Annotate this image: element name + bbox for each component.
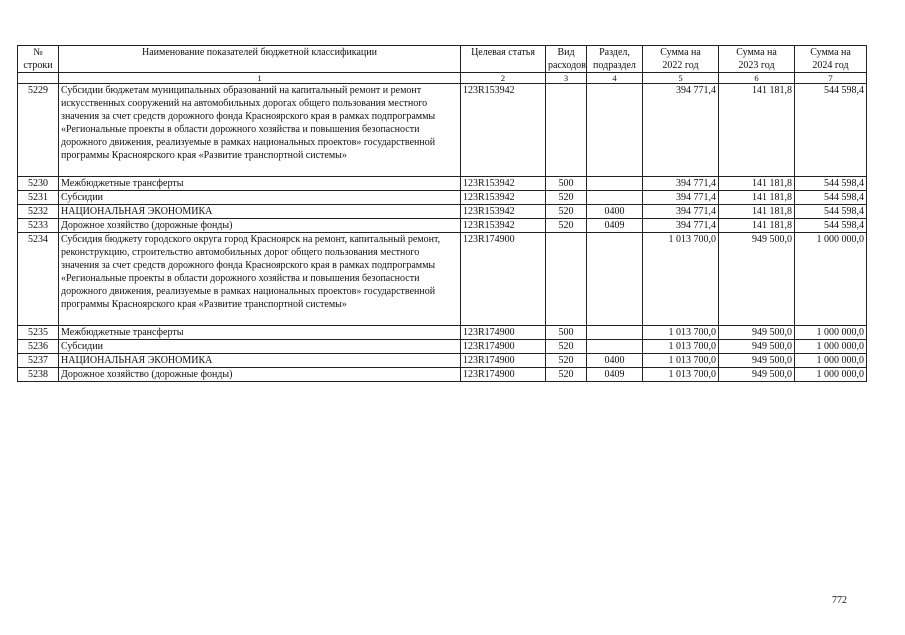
row-target-article: 123R174900 bbox=[461, 233, 546, 326]
table-row bbox=[18, 191, 867, 205]
row-name: НАЦИОНАЛЬНАЯ ЭКОНОМИКА bbox=[59, 354, 461, 368]
row-target-article: 123R174900 bbox=[461, 368, 546, 382]
row-sum-2023: 949 500,0 bbox=[719, 340, 795, 354]
row-sum-2024: 544 598,4 bbox=[795, 84, 867, 177]
row-sum-2024: 544 598,4 bbox=[795, 191, 867, 205]
column-number: 3 bbox=[546, 73, 587, 84]
row-sum-2022: 394 771,4 bbox=[643, 205, 719, 219]
column-number: 2 bbox=[461, 73, 546, 84]
row-sum-2023: 949 500,0 bbox=[719, 354, 795, 368]
row-target-article: 123R153942 bbox=[461, 219, 546, 233]
row-sum-2022: 1 013 700,0 bbox=[643, 233, 719, 326]
row-target-article: 123R153942 bbox=[461, 84, 546, 177]
row-sum-2023: 141 181,8 bbox=[719, 191, 795, 205]
row-expense-type: 520 bbox=[546, 205, 587, 219]
row-expense-type: 500 bbox=[546, 177, 587, 191]
row-sum-2022: 394 771,4 bbox=[643, 84, 719, 177]
row-sum-2024: 544 598,4 bbox=[795, 205, 867, 219]
row-sum-2024: 1 000 000,0 bbox=[795, 368, 867, 382]
row-expense-type bbox=[546, 233, 587, 326]
row-number: 5231 bbox=[18, 191, 59, 205]
row-number: 5229 bbox=[18, 84, 59, 177]
row-sum-2024: 1 000 000,0 bbox=[795, 340, 867, 354]
row-target-article: 123R174900 bbox=[461, 340, 546, 354]
row-target-article: 123R174900 bbox=[461, 354, 546, 368]
row-name: Субсидии bbox=[59, 191, 461, 205]
row-sum-2022: 1 013 700,0 bbox=[643, 340, 719, 354]
row-sum-2023: 949 500,0 bbox=[719, 233, 795, 326]
row-target-article: 123R153942 bbox=[461, 177, 546, 191]
row-sum-2022: 1 013 700,0 bbox=[643, 326, 719, 340]
row-name: Субсидии бюджетам муниципальных образований на капитальный ремонт и ремонт искусственных сооружений на автомобильных дорогах общего пользования местного значения за счет средств дорожного фонда Красноярского края в рамках подпрограммы «Региональные проекты в области дорожного хозяйства и повышения безопасности дорожного движения, реализуемые в рамках национальных проектов» государственной программы Красноярского края «Развитие транспортной системы» bbox=[59, 84, 461, 177]
row-expense-type bbox=[546, 84, 587, 177]
table-row bbox=[18, 326, 867, 340]
row-sum-2022: 394 771,4 bbox=[643, 219, 719, 233]
header-target-article: Целевая статья bbox=[461, 46, 546, 73]
budget-table bbox=[17, 45, 867, 382]
row-sum-2023: 141 181,8 bbox=[719, 219, 795, 233]
row-sum-2023: 141 181,8 bbox=[719, 177, 795, 191]
row-name: Субсидии bbox=[59, 340, 461, 354]
row-name: Дорожное хозяйство (дорожные фонды) bbox=[59, 368, 461, 382]
row-section bbox=[587, 340, 643, 354]
row-section: 0409 bbox=[587, 219, 643, 233]
row-expense-type: 520 bbox=[546, 191, 587, 205]
row-name: НАЦИОНАЛЬНАЯ ЭКОНОМИКА bbox=[59, 205, 461, 219]
row-sum-2023: 141 181,8 bbox=[719, 84, 795, 177]
row-section bbox=[587, 326, 643, 340]
row-number: 5233 bbox=[18, 219, 59, 233]
row-section bbox=[587, 84, 643, 177]
row-target-article: 123R174900 bbox=[461, 326, 546, 340]
row-sum-2024: 544 598,4 bbox=[795, 177, 867, 191]
row-sum-2022: 1 013 700,0 bbox=[643, 354, 719, 368]
row-sum-2024: 544 598,4 bbox=[795, 219, 867, 233]
row-sum-2023: 949 500,0 bbox=[719, 368, 795, 382]
column-number: 6 bbox=[719, 73, 795, 84]
row-number: 5236 bbox=[18, 340, 59, 354]
table-row bbox=[18, 354, 867, 368]
row-section: 0400 bbox=[587, 205, 643, 219]
row-sum-2023: 141 181,8 bbox=[719, 205, 795, 219]
row-section: 0409 bbox=[587, 368, 643, 382]
column-number: 1 bbox=[59, 73, 461, 84]
table-row bbox=[18, 219, 867, 233]
row-number: 5232 bbox=[18, 205, 59, 219]
header-row bbox=[18, 46, 867, 73]
row-number: 5230 bbox=[18, 177, 59, 191]
row-sum-2022: 1 013 700,0 bbox=[643, 368, 719, 382]
row-name: Дорожное хозяйство (дорожные фонды) bbox=[59, 219, 461, 233]
column-number: 5 bbox=[643, 73, 719, 84]
table-row bbox=[18, 177, 867, 191]
row-name: Межбюджетные трансферты bbox=[59, 177, 461, 191]
row-sum-2022: 394 771,4 bbox=[643, 191, 719, 205]
header-sum-2023: Сумма на 2023 год bbox=[719, 46, 795, 73]
row-section bbox=[587, 233, 643, 326]
row-sum-2024: 1 000 000,0 bbox=[795, 233, 867, 326]
row-target-article: 123R153942 bbox=[461, 205, 546, 219]
row-section: 0400 bbox=[587, 354, 643, 368]
row-expense-type: 520 bbox=[546, 354, 587, 368]
header-sum-2022: Сумма на 2022 год bbox=[643, 46, 719, 73]
table-row bbox=[18, 368, 867, 382]
row-number: 5238 bbox=[18, 368, 59, 382]
table-row bbox=[18, 205, 867, 219]
table-row bbox=[18, 340, 867, 354]
row-section bbox=[587, 191, 643, 205]
row-name: Межбюджетные трансферты bbox=[59, 326, 461, 340]
column-number: 7 bbox=[795, 73, 867, 84]
row-sum-2022: 394 771,4 bbox=[643, 177, 719, 191]
row-section bbox=[587, 177, 643, 191]
column-number: 4 bbox=[587, 73, 643, 84]
header-row-number: № строки bbox=[18, 46, 59, 73]
column-number-blank bbox=[18, 73, 59, 84]
header-sum-2024: Сумма на 2024 год bbox=[795, 46, 867, 73]
table-row bbox=[18, 84, 867, 177]
header-name: Наименование показателей бюджетной классификации bbox=[59, 46, 461, 73]
row-target-article: 123R153942 bbox=[461, 191, 546, 205]
row-expense-type: 520 bbox=[546, 340, 587, 354]
row-expense-type: 520 bbox=[546, 219, 587, 233]
header-section: Раздел, подраздел bbox=[587, 46, 643, 73]
row-expense-type: 520 bbox=[546, 368, 587, 382]
page-number: 772 bbox=[832, 595, 847, 606]
table-row bbox=[18, 233, 867, 326]
row-expense-type: 500 bbox=[546, 326, 587, 340]
row-number: 5234 bbox=[18, 233, 59, 326]
row-name: Субсидия бюджету городского округа город Красноярск на ремонт, капитальный ремонт, реконструкцию, строительство автомобильных дорог общего пользования местного значения за счет средств дорожного фонда Красноярского края в рамках подпрограммы «Региональные проекты в области дорожного хозяйства и повышения безопасности дорожного движения, реализуемые в рамках национальных проектов» государственной программы Красноярского края «Развитие транспортной системы» bbox=[59, 233, 461, 326]
header-expense-type: Вид расходов bbox=[546, 46, 587, 73]
row-number: 5237 bbox=[18, 354, 59, 368]
column-number-row bbox=[18, 73, 867, 84]
row-sum-2023: 949 500,0 bbox=[719, 326, 795, 340]
row-sum-2024: 1 000 000,0 bbox=[795, 354, 867, 368]
row-number: 5235 bbox=[18, 326, 59, 340]
row-sum-2024: 1 000 000,0 bbox=[795, 326, 867, 340]
